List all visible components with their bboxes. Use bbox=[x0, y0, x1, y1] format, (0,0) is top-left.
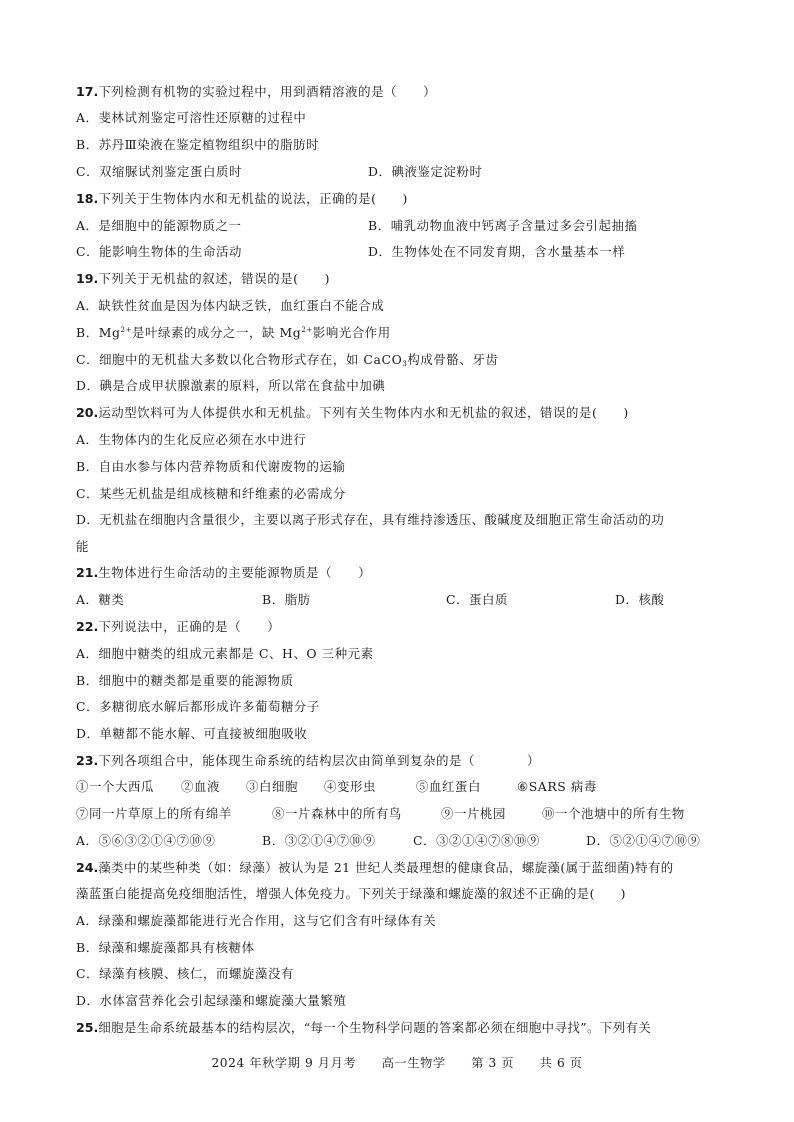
page-footer: 2024 年秋学期 9 月月考 高一生物学 第 3 页 共 6 页 bbox=[211, 1056, 583, 1070]
item: ④变形虫 bbox=[324, 779, 376, 794]
option-a: A．糖类 bbox=[76, 592, 125, 607]
option-a: A．缺铁性贫血是因为体内缺乏铁，血红蛋白不能合成 bbox=[76, 298, 385, 313]
question-number: 19. bbox=[76, 271, 99, 286]
option-d: D．无机盐在细胞内含量很少，主要以离子形式存在，具有维持渗透压、酸碱度及细胞正常生命活动的功 bbox=[76, 512, 665, 527]
option-a: A．生物体内的生化反应必须在水中进行 bbox=[76, 432, 307, 447]
option-d: D．核酸 bbox=[615, 592, 665, 607]
subscript: 3 bbox=[402, 360, 408, 368]
question-number: 20. bbox=[76, 405, 99, 420]
question-number: 25. bbox=[76, 1020, 99, 1035]
question-stem: 下列关于无机盐的叙述，错误的是( ) bbox=[98, 271, 331, 286]
option-c: C．蛋白质 bbox=[446, 592, 509, 607]
question-number: 23. bbox=[76, 753, 99, 768]
option-b: B．自由水参与体内营养物质和代谢废物的运输 bbox=[76, 459, 346, 474]
superscript: 2+ bbox=[301, 326, 313, 334]
question-25 bbox=[76, 1020, 651, 1036]
question-19 bbox=[76, 271, 330, 287]
question-number: 22. bbox=[76, 619, 99, 634]
option-b: B．脂肪 bbox=[262, 592, 311, 607]
option-d: D．碘是合成甲状腺激素的原料，所以常在食盐中加碘 bbox=[76, 378, 386, 393]
question-stem: 生物体进行生命活动的主要能源物质是（ ） bbox=[98, 565, 372, 580]
question-stem: 下列检测有机物的实验过程中，用到酒精溶液的是（ ） bbox=[98, 84, 437, 99]
question-stem: 下列说法中，正确的是（ ） bbox=[98, 619, 281, 634]
option-c bbox=[76, 352, 498, 368]
item: ⑧一片森林中的所有鸟 bbox=[272, 806, 402, 821]
question-20 bbox=[76, 405, 629, 421]
question-number: 18. bbox=[76, 191, 99, 206]
option-a: A．绿藻和螺旋藻都能进行光合作用，这与它们含有叶绿体有关 bbox=[76, 913, 437, 928]
option-b-text: B．Mg bbox=[76, 325, 121, 340]
question-stem: 细胞是生命系统最基本的结构层次，“每一个生物科学问题的答案都必须在细胞中寻找”。下列有关 bbox=[98, 1020, 652, 1035]
option-c: C．某些无机盐是组成核糖和纤维素的必需成分 bbox=[76, 486, 346, 501]
option-d-continued: 能 bbox=[76, 539, 89, 554]
option-a: A．细胞中糖类的组成元素都是 C、H、O 三种元素 bbox=[76, 646, 374, 661]
question-21 bbox=[76, 565, 371, 581]
item: ①一个大西瓜 bbox=[76, 779, 154, 794]
question-18 bbox=[76, 191, 408, 207]
option-d: D．⑤②①④⑦⑩⑨ bbox=[586, 833, 701, 848]
item: ②血液 bbox=[181, 779, 220, 794]
option-d: D．水体富营养化会引起绿藻和螺旋藻大量繁殖 bbox=[76, 993, 347, 1008]
question-17 bbox=[76, 84, 436, 100]
item: ③白细胞 bbox=[246, 779, 298, 794]
option-a: A．⑤⑥③②①④⑦⑩⑨ bbox=[76, 833, 216, 848]
option-a: A．是细胞中的能源物质之一 bbox=[76, 218, 242, 233]
option-b: B．哺乳动物血液中钙离子含量过多会引起抽搐 bbox=[368, 218, 638, 233]
item: ⑨一片桃园 bbox=[441, 806, 506, 821]
option-b: B．细胞中的糖类都是重要的能源物质 bbox=[76, 673, 294, 688]
option-b-text: 影响光合作用 bbox=[312, 325, 391, 340]
question-stem: 下列关于生物体内水和无机盐的说法，正确的是( ) bbox=[98, 191, 408, 206]
option-d: D．生物体处在不同发育期，含水量基本一样 bbox=[368, 244, 626, 259]
question-23 bbox=[76, 753, 540, 769]
question-stem: 藻类中的某些种类（如：绿藻）被认为是 21 世纪人类最理想的健康食品，螺旋藻(属于蓝细菌)特有的 bbox=[98, 860, 674, 875]
question-stem: 运动型饮料可为人体提供水和无机盐。下列有关生物体内水和无机盐的叙述，错误的是( ) bbox=[98, 405, 629, 420]
question-24 bbox=[76, 860, 674, 876]
option-c: C．双缩脲试剂鉴定蛋白质时 bbox=[76, 164, 242, 179]
option-c-text: C．细胞中的无机盐大多数以化合物形式存在，如 CaCO bbox=[76, 352, 403, 367]
item: ⑥SARS 病毒 bbox=[517, 779, 597, 794]
option-b: B．③②①④⑦⑩⑨ bbox=[262, 833, 376, 848]
question-24-continued: 藻蓝蛋白能提高免疫细胞活性，增强人体免疫力。下列关于绿藻和螺旋藻的叙述不正确的是( ) bbox=[76, 886, 626, 901]
question-number: 24. bbox=[76, 860, 99, 875]
question-number: 21. bbox=[76, 565, 99, 580]
option-c: C．绿藻有核膜、核仁，而螺旋藻没有 bbox=[76, 966, 294, 981]
option-c-text: 构成骨骼、牙齿 bbox=[407, 352, 499, 367]
option-a: A．斐林试剂鉴定可溶性还原糖的过程中 bbox=[76, 110, 307, 125]
question-number: 17. bbox=[76, 84, 99, 99]
option-c: C．能影响生物体的生命活动 bbox=[76, 244, 242, 259]
question-22 bbox=[76, 619, 280, 635]
option-c: C．多糖彻底水解后都形成许多葡萄糖分子 bbox=[76, 699, 320, 714]
question-stem: 下列各项组合中，能体现生命系统的结构层次由简单到复杂的是（ ） bbox=[98, 753, 540, 768]
option-b-text: 是叶绿素的成分之一，缺 Mg bbox=[132, 325, 302, 340]
item: ⑤血红蛋白 bbox=[416, 779, 481, 794]
item: ⑩一个池塘中的所有生物 bbox=[542, 806, 685, 821]
option-b: B．绿藻和螺旋藻都具有核糖体 bbox=[76, 940, 255, 955]
option-c: C．③②①④⑦⑧⑩⑨ bbox=[413, 833, 540, 848]
option-d: D．碘液鉴定淀粉时 bbox=[368, 164, 483, 179]
option-b bbox=[76, 325, 391, 341]
option-d: D．单糖都不能水解、可直接被细胞吸收 bbox=[76, 726, 308, 741]
option-b: B．苏丹Ⅲ染液在鉴定植物组织中的脂肪时 bbox=[76, 137, 320, 152]
superscript: 2+ bbox=[120, 326, 133, 334]
item: ⑦同一片草原上的所有绵羊 bbox=[76, 806, 232, 821]
